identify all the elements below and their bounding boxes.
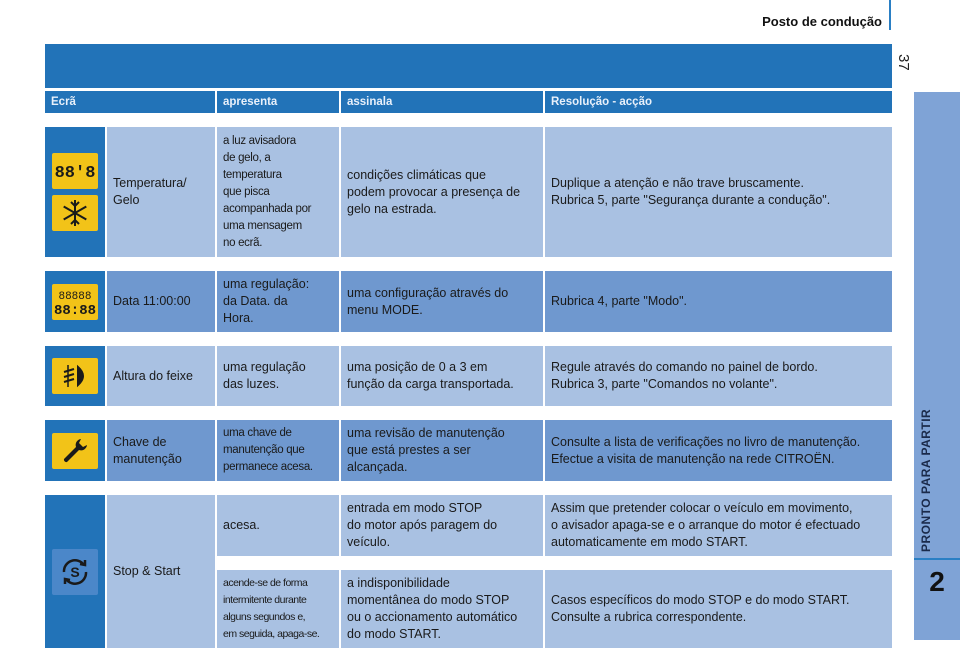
row-resolution: Duplique a atenção e não trave bruscamente. Rubrica 5, parte "Segurança durante a condução". [545,127,892,257]
digit-display-icon [52,153,98,189]
row-indicates: a indisponibilidade momentânea do modo STOP ou o accionamento automático do modo START. [341,570,545,648]
header-rule [889,0,891,30]
side-divider [914,558,960,560]
svg-text:S: S [70,563,80,580]
column-header-resolution: Resolução - acção [545,91,892,113]
date-time-display-icon [52,284,98,320]
table-header-row [45,91,892,113]
row-resolution: Casos específicos do modo STOP e do modo START. Consulte a rubrica correspondente. [545,570,892,648]
row-label: Chave de manutenção [107,420,217,481]
stop-start-icon [52,549,98,595]
row-shows: uma regulação: da Data. da Hora. [217,271,341,332]
page-number: 37 [895,54,912,71]
icon-cell [45,495,107,648]
row-shows: acende-se de forma intermitente durante alguns segundos e, em seguida, apaga-se. [217,570,341,648]
row-resolution: Regule através do comando no painel de bordo. Rubrica 3, parte "Comandos no volante". [545,346,892,406]
table-row [45,420,892,481]
row-indicates: uma configuração através do menu MODE. [341,271,545,332]
row-shows: uma regulação das luzes. [217,346,341,406]
row-shows: acesa. [217,495,341,556]
svg-text:88'8: 88'8 [54,164,96,183]
column-header-shows: apresenta [217,91,341,113]
row-label: Data 11:00:00 [107,271,217,332]
row-resolution: Assim que pretender colocar o veículo em movimento, o avisador apaga-se e o arranque do motor é efectuado automaticamente em modo START. [545,495,892,556]
table-row [45,495,892,556]
row-indicates: condições climáticas que podem provocar a presença de gelo na estrada. [341,127,545,257]
table-row [45,127,892,257]
column-header-screen: Ecrã [45,91,217,113]
svg-text:88888: 88888 [58,290,92,303]
row-indicates: uma posição de 0 a 3 em função da carga transportada. [341,346,545,406]
row-label: Altura do feixe [107,346,217,406]
section-label: PRONTO PARA PARTIR [919,408,933,552]
chapter-number: 2 [929,566,945,597]
row-shows: a luz avisadora de gelo, a temperatura que pisca acompanhada por uma mensagem no ecrã. [217,127,341,257]
header-title: Posto de condução [762,14,882,29]
icon-cell [45,271,107,332]
row-indicates: entrada em modo STOP do motor após paragem do veículo. [341,495,545,556]
row-label: Temperatura/ Gelo [107,127,217,257]
headlamp-beam-height-icon [52,358,98,394]
warning-lights-table [45,91,892,648]
icon-cell [45,127,107,257]
table-header-band [45,44,892,88]
icon-cell [45,346,107,406]
wrench-icon [52,433,98,469]
row-label: Stop & Start [107,495,217,648]
svg-text:88:88: 88:88 [53,302,97,319]
table-row [45,346,892,406]
row-indicates: uma revisão de manutenção que está prestes a ser alcançada. [341,420,545,481]
icon-cell [45,420,107,481]
column-header-indicates: assinala [341,91,545,113]
table-row [45,271,892,332]
row-shows: uma chave de manutenção que permanece acesa. [217,420,341,481]
row-resolution: Consulte a lista de verificações no livro de manutenção. Efectue a visita de manutenção na rede CITROËN. [545,420,892,481]
snowflake-icon [52,195,98,231]
row-resolution: Rubrica 4, parte "Modo". [545,271,892,332]
